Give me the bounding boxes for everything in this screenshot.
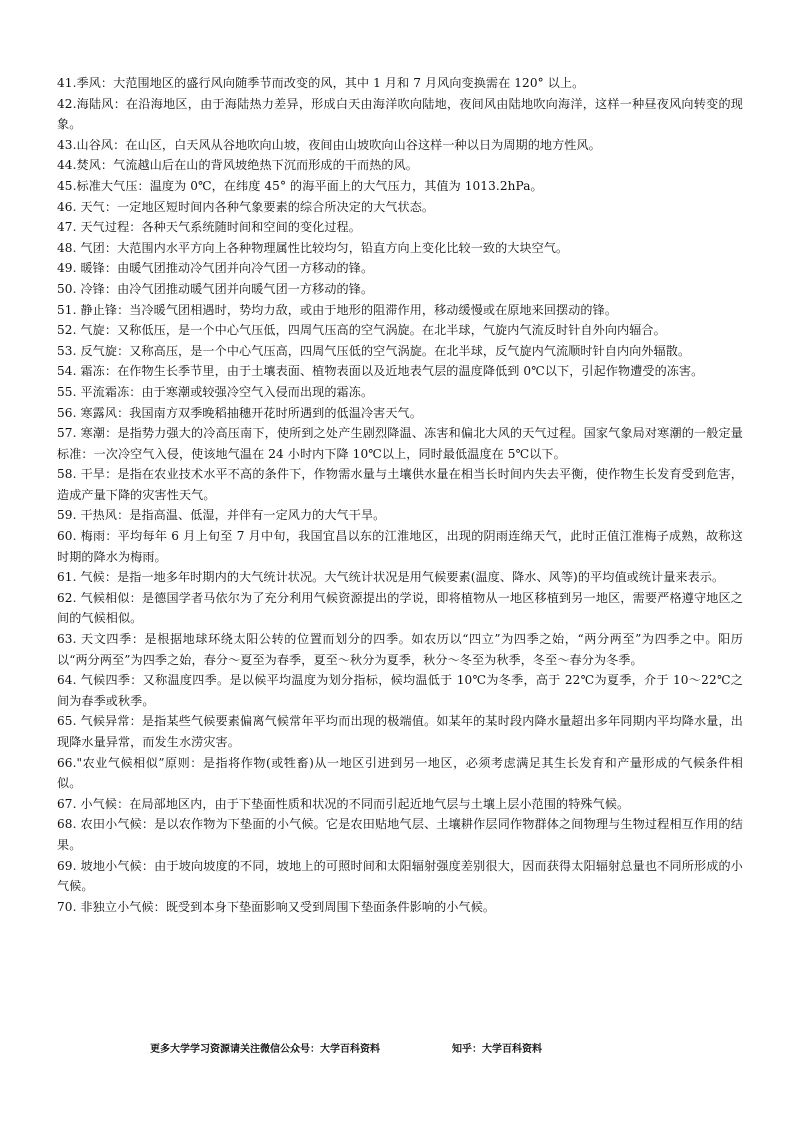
glossary-entry bbox=[57, 897, 743, 918]
entry-text: 霜冻：在作物生长季节里，由于土壤表面、植物表面以及近地表气层的温度降低到 0℃以下，引起作物遭受的冻害。 bbox=[76, 364, 704, 379]
entry-number: 58. bbox=[57, 467, 77, 482]
glossary-entry bbox=[57, 382, 743, 403]
glossary-entry bbox=[57, 238, 743, 259]
glossary-entry bbox=[57, 567, 743, 588]
glossary-entry bbox=[57, 629, 743, 670]
entry-text: 标准大气压：温度为 0℃，在纬度 45° 的海平面上的大气压力，其值为 1013.2hPa。 bbox=[76, 178, 543, 193]
entry-number: 52. bbox=[57, 323, 77, 338]
entry-number: 59. bbox=[57, 508, 77, 523]
entry-text: "农业气候相似”原则：是指将作物(或牲畜)从一地区引进到另一地区，必须考虑满足其生长发育和产量形成的气候条件相似。 bbox=[57, 755, 743, 791]
entry-text: 山谷风：在山区，白天风从谷地吹向山坡，夜间由山坡吹向山谷这样一种以日为周期的地方性风。 bbox=[76, 137, 601, 152]
entry-text: 气候四季：又称温度四季。是以候平均温度为划分指标，候均温低于 10℃为冬季，高于 22℃为夏季，介于 10～22℃之间为春季或秋季。 bbox=[57, 673, 743, 708]
glossary-entry bbox=[57, 197, 743, 218]
glossary-entry bbox=[57, 856, 743, 897]
glossary-entry bbox=[57, 94, 743, 135]
entry-text: 干旱：是指在农业技术水平不高的条件下，作物需水量与土壤供水量在相当长时间内失去平衡，使作物生长发育受到危害，造成产量下降的灾害性天气。 bbox=[57, 467, 743, 502]
glossary-entry bbox=[57, 588, 743, 629]
entry-number: 60. bbox=[57, 529, 77, 544]
entry-text: 气候异常：是指某些气候要素偏离气候常年平均而出现的极端值。如某年的某时段内降水量超出多年同期内平均降水量，出现降水量异常，而发生水涝灾害。 bbox=[57, 714, 743, 749]
entry-text: 气候：是指一地多年时期内的大气统计状况。大气统计状况是用气候要素(温度、降水、风等)的平均值或统计量来表示。 bbox=[76, 570, 725, 585]
entry-text: 小气候：在局部地区内，由于下垫面性质和状况的不同而引起近地气层与土壤上层小范围的特殊气候。 bbox=[76, 796, 630, 811]
glossary-entry bbox=[57, 505, 743, 526]
entry-text: 农田小气候：是以农作物为下垫面的小气候。它是农田贴地气层、土壤耕作层同作物群体之间物理与生物过程相互作用的结果。 bbox=[57, 817, 743, 852]
entry-number: 53. bbox=[57, 343, 77, 358]
entry-number: 42. bbox=[57, 96, 77, 111]
footer-wechat-note: 更多大学学习资源请关注微信公众号：大学百科资料 bbox=[150, 1044, 380, 1055]
entry-text: 焚风：气流越山后在山的背风坡绝热下沉而形成的干而热的风。 bbox=[76, 158, 418, 173]
entry-text: 寒露风：我国南方双季晚稻抽穗开花时所遇到的低温冷害天气。 bbox=[76, 405, 422, 420]
entry-number: 64. bbox=[57, 673, 77, 688]
glossary-entry bbox=[57, 711, 743, 752]
entry-text: 干热风：是指高温、低湿，并伴有一定风力的大气干旱。 bbox=[76, 508, 386, 523]
entry-number: 57. bbox=[57, 426, 77, 441]
entry-text: 气候相似：是德国学者马依尔为了充分利用气候资源提出的学说，即将植物从一地区移植到另一地区，需要严格遵守地区之间的气候相似。 bbox=[57, 590, 743, 626]
entry-number: 61. bbox=[57, 570, 77, 585]
entry-number: 44. bbox=[57, 158, 77, 173]
entry-text: 寒潮：是指势力强大的冷高压南下，使所到之处产生剧烈降温、冻害和偏北大风的天气过程。国家气象局对寒潮的一般定量标准：一次冷空气入侵，使该地气温在 24 小时内下降 10℃以上，同时最低温度在 5℃以下。 bbox=[57, 426, 743, 461]
entry-number: 45. bbox=[57, 178, 77, 193]
entry-number: 66. bbox=[57, 755, 77, 770]
entry-text: 冷锋：由冷气团推动暖气团并向暖气团一方移动的锋。 bbox=[76, 281, 374, 296]
glossary-entry bbox=[57, 73, 743, 94]
entry-number: 46. bbox=[57, 199, 77, 214]
glossary-entry bbox=[57, 135, 743, 156]
entry-text: 气团：大范围内水平方向上各种物理属性比较均匀，铅直方向上变化比较一致的大块空气。 bbox=[76, 240, 569, 255]
glossary-entry bbox=[57, 217, 743, 238]
entry-number: 48. bbox=[57, 240, 77, 255]
entry-number: 63. bbox=[57, 632, 77, 647]
entry-number: 55. bbox=[57, 384, 77, 399]
glossary-entry bbox=[57, 814, 743, 855]
entry-number: 70. bbox=[57, 899, 77, 914]
entry-number: 56. bbox=[57, 405, 77, 420]
document-body bbox=[57, 73, 743, 917]
entry-number: 67. bbox=[57, 796, 77, 811]
glossary-entry bbox=[57, 361, 743, 382]
entry-text: 天气过程：各种天气系统随时间和空间的变化过程。 bbox=[76, 220, 361, 235]
entry-text: 反气旋：又称高压，是一个中心气压高，四周气压低的空气涡旋。在北半球，反气旋内气流顺时针自内向外辐散。 bbox=[76, 343, 691, 358]
entry-number: 54. bbox=[57, 364, 77, 379]
entry-number: 47. bbox=[57, 220, 77, 235]
glossary-entry bbox=[57, 403, 743, 424]
glossary-entry bbox=[57, 526, 743, 567]
entry-number: 43. bbox=[57, 137, 77, 152]
entry-number: 68. bbox=[57, 817, 77, 832]
glossary-entry bbox=[57, 794, 743, 815]
entry-text: 气旋：又称低压，是一个中心气压低，四周气压高的空气涡旋。在北半球，气旋内气流反时针自外向内辐合。 bbox=[76, 323, 666, 338]
entry-number: 50. bbox=[57, 281, 77, 296]
entry-text: 非独立小气候：既受到本身下垫面影响又受到周围下垫面条件影响的小气候。 bbox=[76, 899, 496, 914]
glossary-entry bbox=[57, 423, 743, 464]
entry-text: 平流霜冻：由于寒潮或较强冷空气入侵而出现的霜冻。 bbox=[76, 384, 374, 399]
entry-text: 季风：大范围地区的盛行风向随季节而改变的风，其中 1 月和 7 月风向变换需在 120° 以上。 bbox=[76, 76, 585, 90]
glossary-entry bbox=[57, 670, 743, 711]
entry-number: 62. bbox=[57, 590, 77, 605]
glossary-entry bbox=[57, 279, 743, 300]
glossary-entry bbox=[57, 341, 743, 362]
glossary-entry bbox=[57, 320, 743, 341]
entry-number: 49. bbox=[57, 261, 77, 276]
entry-number: 65. bbox=[57, 714, 77, 729]
entry-number: 41. bbox=[57, 76, 77, 90]
entry-number: 51. bbox=[57, 302, 77, 317]
entry-text: 天气：一定地区短时间内各种气象要素的综合所决定的大气状态。 bbox=[76, 199, 435, 214]
glossary-entry bbox=[57, 464, 743, 505]
glossary-entry bbox=[57, 258, 743, 279]
entry-number: 69. bbox=[57, 858, 77, 873]
glossary-entry bbox=[57, 753, 743, 794]
glossary-entry bbox=[57, 300, 743, 321]
entry-text: 静止锋：当冷暖气团相遇时，势均力敌，或由于地形的阻滞作用，移动缓慢或在原地来回摆动的锋。 bbox=[76, 302, 618, 317]
entry-text: 海陆风：在沿海地区，由于海陆热力差异，形成白天由海洋吹向陆地，夜间风由陆地吹向海洋，这样一种昼夜风向转变的现象。 bbox=[57, 96, 743, 132]
glossary-entry bbox=[57, 176, 743, 197]
entry-text: 天文四季：是根据地球环绕太阳公转的位置而划分的四季。如农历以“四立”为四季之始，“两分两至”为四季之中。阳历以“两分两至”为四季之始，春分～夏至为春季，夏至～秋分为夏季，秋分～冬至为秋季，冬至～春分为冬季。 bbox=[57, 632, 743, 667]
glossary-entry bbox=[57, 155, 743, 176]
entry-text: 梅雨：平均每年 6 月上旬至 7 月中旬，我国宜昌以东的江淮地区，出现的阴雨连绵天气，此时正值江淮梅子成熟，故称这时期的降水为梅雨。 bbox=[57, 529, 743, 564]
entry-text: 坡地小气候：由于坡向坡度的不同，坡地上的可照时间和太阳辐射强度差别很大，因而获得太阳辐射总量也不同所形成的小气候。 bbox=[57, 858, 743, 894]
entry-text: 暖锋：由暖气团推动冷气团并向冷气团一方移动的锋。 bbox=[76, 261, 374, 276]
footer-zhihu-note: 知乎：大学百科资料 bbox=[452, 1044, 542, 1055]
